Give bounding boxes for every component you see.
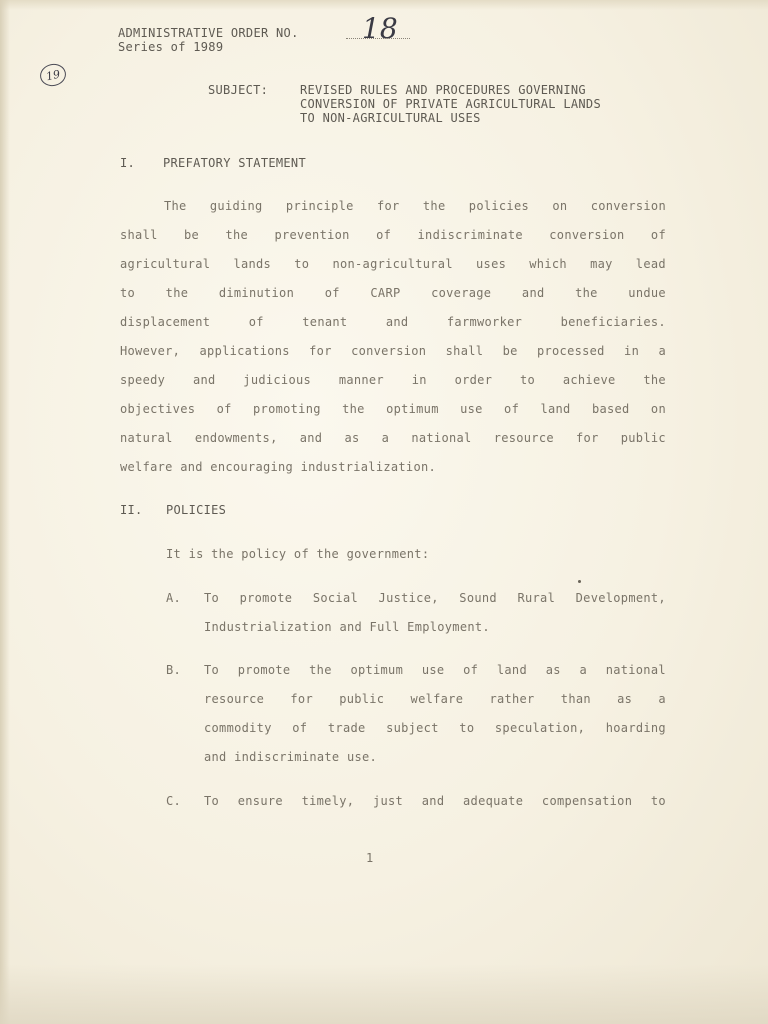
word: Rural: [517, 591, 556, 605]
item-c-letter: C.: [166, 794, 182, 808]
order-number-underline: [346, 38, 410, 39]
word: as: [617, 692, 633, 706]
word: the: [575, 286, 598, 300]
word: land: [540, 402, 571, 416]
word: shall: [445, 344, 484, 358]
paragraph-line-1: [164, 199, 666, 213]
word: of: [650, 228, 666, 242]
word: diminution: [218, 286, 295, 300]
word: of: [216, 402, 232, 416]
word: to: [120, 286, 136, 300]
subject-label: SUBJECT:: [208, 83, 269, 97]
word: subject: [386, 721, 439, 735]
word: for: [376, 199, 400, 213]
word: prevention: [274, 228, 350, 242]
word: the: [422, 199, 446, 213]
word: just: [372, 794, 404, 808]
word: farmworker: [446, 315, 523, 329]
word: undue: [628, 286, 666, 300]
word: lands: [233, 257, 272, 271]
series-label: Series of 1989: [118, 40, 224, 54]
page-number: 1: [366, 851, 374, 865]
word: a: [381, 431, 390, 445]
paragraph-line-5: [120, 315, 666, 329]
word: judicious: [243, 373, 312, 387]
word: land: [496, 663, 527, 677]
word: on: [650, 402, 666, 416]
word: manner: [338, 373, 384, 387]
word: on: [552, 199, 568, 213]
word: public: [620, 431, 666, 445]
word: for: [576, 431, 599, 445]
item-b-line-2: [204, 692, 666, 706]
word: resource: [493, 431, 554, 445]
word: to: [294, 257, 310, 271]
word: timely,: [301, 794, 355, 808]
paragraph-line-6: [120, 344, 666, 358]
word: of: [376, 228, 392, 242]
word: promoting: [253, 402, 321, 416]
word: indiscriminate: [417, 228, 523, 242]
word: conversion: [351, 344, 427, 358]
paragraph-line-4: [120, 286, 666, 300]
paper-edge-bottom: [0, 964, 768, 1024]
word: hoarding: [605, 721, 666, 735]
word: of: [504, 402, 520, 416]
paragraph-line-10: welfare and encouraging industrialization.: [120, 460, 437, 474]
item-b-letter: B.: [166, 663, 182, 677]
word: natural: [120, 431, 173, 445]
word: endowments,: [194, 431, 278, 445]
word: national: [411, 431, 472, 445]
section-1-numeral: I.: [120, 156, 136, 170]
word: to: [520, 373, 536, 387]
word: as: [344, 431, 360, 445]
word: as: [545, 663, 561, 677]
order-label: ADMINISTRATIVE ORDER NO.: [118, 26, 299, 40]
word: To: [204, 663, 220, 677]
word: tenant: [302, 315, 348, 329]
word: promote: [239, 591, 293, 605]
item-b-line-3: [204, 721, 666, 735]
word: and: [521, 286, 545, 300]
word: ensure: [237, 794, 283, 808]
paragraph-line-8: [120, 402, 666, 416]
word: and: [421, 794, 445, 808]
word: guiding: [209, 199, 263, 213]
word: Development,: [575, 591, 666, 605]
item-a-letter: A.: [166, 591, 182, 605]
word: Sound: [459, 591, 497, 605]
word: of: [463, 663, 479, 677]
paper-edge-top: [0, 0, 768, 10]
word: Justice,: [378, 591, 439, 605]
word: in: [624, 344, 640, 358]
word: a: [658, 344, 666, 358]
word: be: [184, 228, 200, 242]
subject-line-3: TO NON-AGRICULTURAL USES: [300, 111, 481, 125]
word: to: [650, 794, 666, 808]
word: to: [459, 721, 475, 735]
subject-line-2: CONVERSION OF PRIVATE AGRICULTURAL LANDS: [300, 97, 601, 111]
word: applications: [199, 344, 290, 358]
word: of: [248, 315, 264, 329]
word: use: [460, 402, 483, 416]
word: adequate: [463, 794, 524, 808]
section-2-numeral: II.: [120, 503, 143, 517]
subject-line-1: REVISED RULES AND PROCEDURES GOVERNING: [300, 83, 586, 97]
word: achieve: [562, 373, 616, 387]
word: and: [192, 373, 216, 387]
paragraph-line-2: [120, 228, 666, 242]
word: based: [591, 402, 630, 416]
word: CARP: [370, 286, 401, 300]
word: a: [579, 663, 587, 677]
word: the: [643, 373, 666, 387]
word: The: [164, 199, 187, 213]
paragraph-line-9: [120, 431, 666, 445]
word: To: [204, 794, 220, 808]
word: beneficiaries.: [560, 315, 666, 329]
word: uses: [476, 257, 507, 271]
order-number-handwritten: 18: [362, 12, 398, 45]
word: than: [560, 692, 591, 706]
paragraph-line-7: [120, 373, 666, 387]
word: principle: [285, 199, 354, 213]
word: Social: [312, 591, 358, 605]
word: may: [590, 257, 613, 271]
word: which: [529, 257, 567, 271]
item-a-line-1: [204, 591, 666, 605]
word: agricultural: [120, 257, 211, 271]
margin-page-mark: 19: [38, 62, 68, 89]
word: optimum: [350, 663, 404, 677]
word: order: [454, 373, 493, 387]
word: trade: [327, 721, 366, 735]
word: policies: [468, 199, 529, 213]
word: promote: [237, 663, 291, 677]
word: speculation,: [494, 721, 586, 735]
word: of: [292, 721, 308, 735]
word: However,: [120, 344, 181, 358]
word: conversion: [549, 228, 625, 242]
word: the: [309, 663, 332, 677]
item-b-line-4: and indiscriminate use.: [204, 750, 378, 764]
word: conversion: [590, 199, 666, 213]
paper-edge-left: [0, 0, 10, 1024]
word: be: [502, 344, 518, 358]
word: lead: [635, 257, 666, 271]
policies-intro: It is the policy of the government:: [166, 547, 430, 561]
section-2-title: POLICIES: [166, 503, 227, 517]
word: commodity: [204, 721, 272, 735]
item-a-line-2: Industrialization and Full Employment.: [204, 620, 490, 634]
word: for: [290, 692, 313, 706]
word: processed: [536, 344, 605, 358]
word: shall: [120, 228, 158, 242]
word: national: [605, 663, 666, 677]
word: speedy: [120, 373, 166, 387]
word: resource: [204, 692, 265, 706]
word: coverage: [431, 286, 492, 300]
paragraph-line-3: [120, 257, 666, 271]
word: optimum: [386, 402, 439, 416]
word: the: [165, 286, 189, 300]
word: the: [225, 228, 249, 242]
word: and: [299, 431, 323, 445]
word: non-agricultural: [332, 257, 453, 271]
word: a: [658, 692, 666, 706]
item-c-line-1: [204, 794, 666, 808]
word: compensation: [541, 794, 633, 808]
word: in: [411, 373, 427, 387]
paper-speck: [578, 580, 581, 583]
word: objectives: [120, 402, 196, 416]
word: of: [324, 286, 340, 300]
section-1-title: PREFATORY STATEMENT: [163, 156, 306, 170]
word: the: [342, 402, 365, 416]
word: use: [421, 663, 445, 677]
word: rather: [489, 692, 535, 706]
word: and: [385, 315, 409, 329]
word: displacement: [120, 315, 211, 329]
word: welfare: [410, 692, 464, 706]
word: for: [309, 344, 332, 358]
word: public: [339, 692, 385, 706]
word: To: [204, 591, 220, 605]
item-b-line-1: [204, 663, 666, 677]
